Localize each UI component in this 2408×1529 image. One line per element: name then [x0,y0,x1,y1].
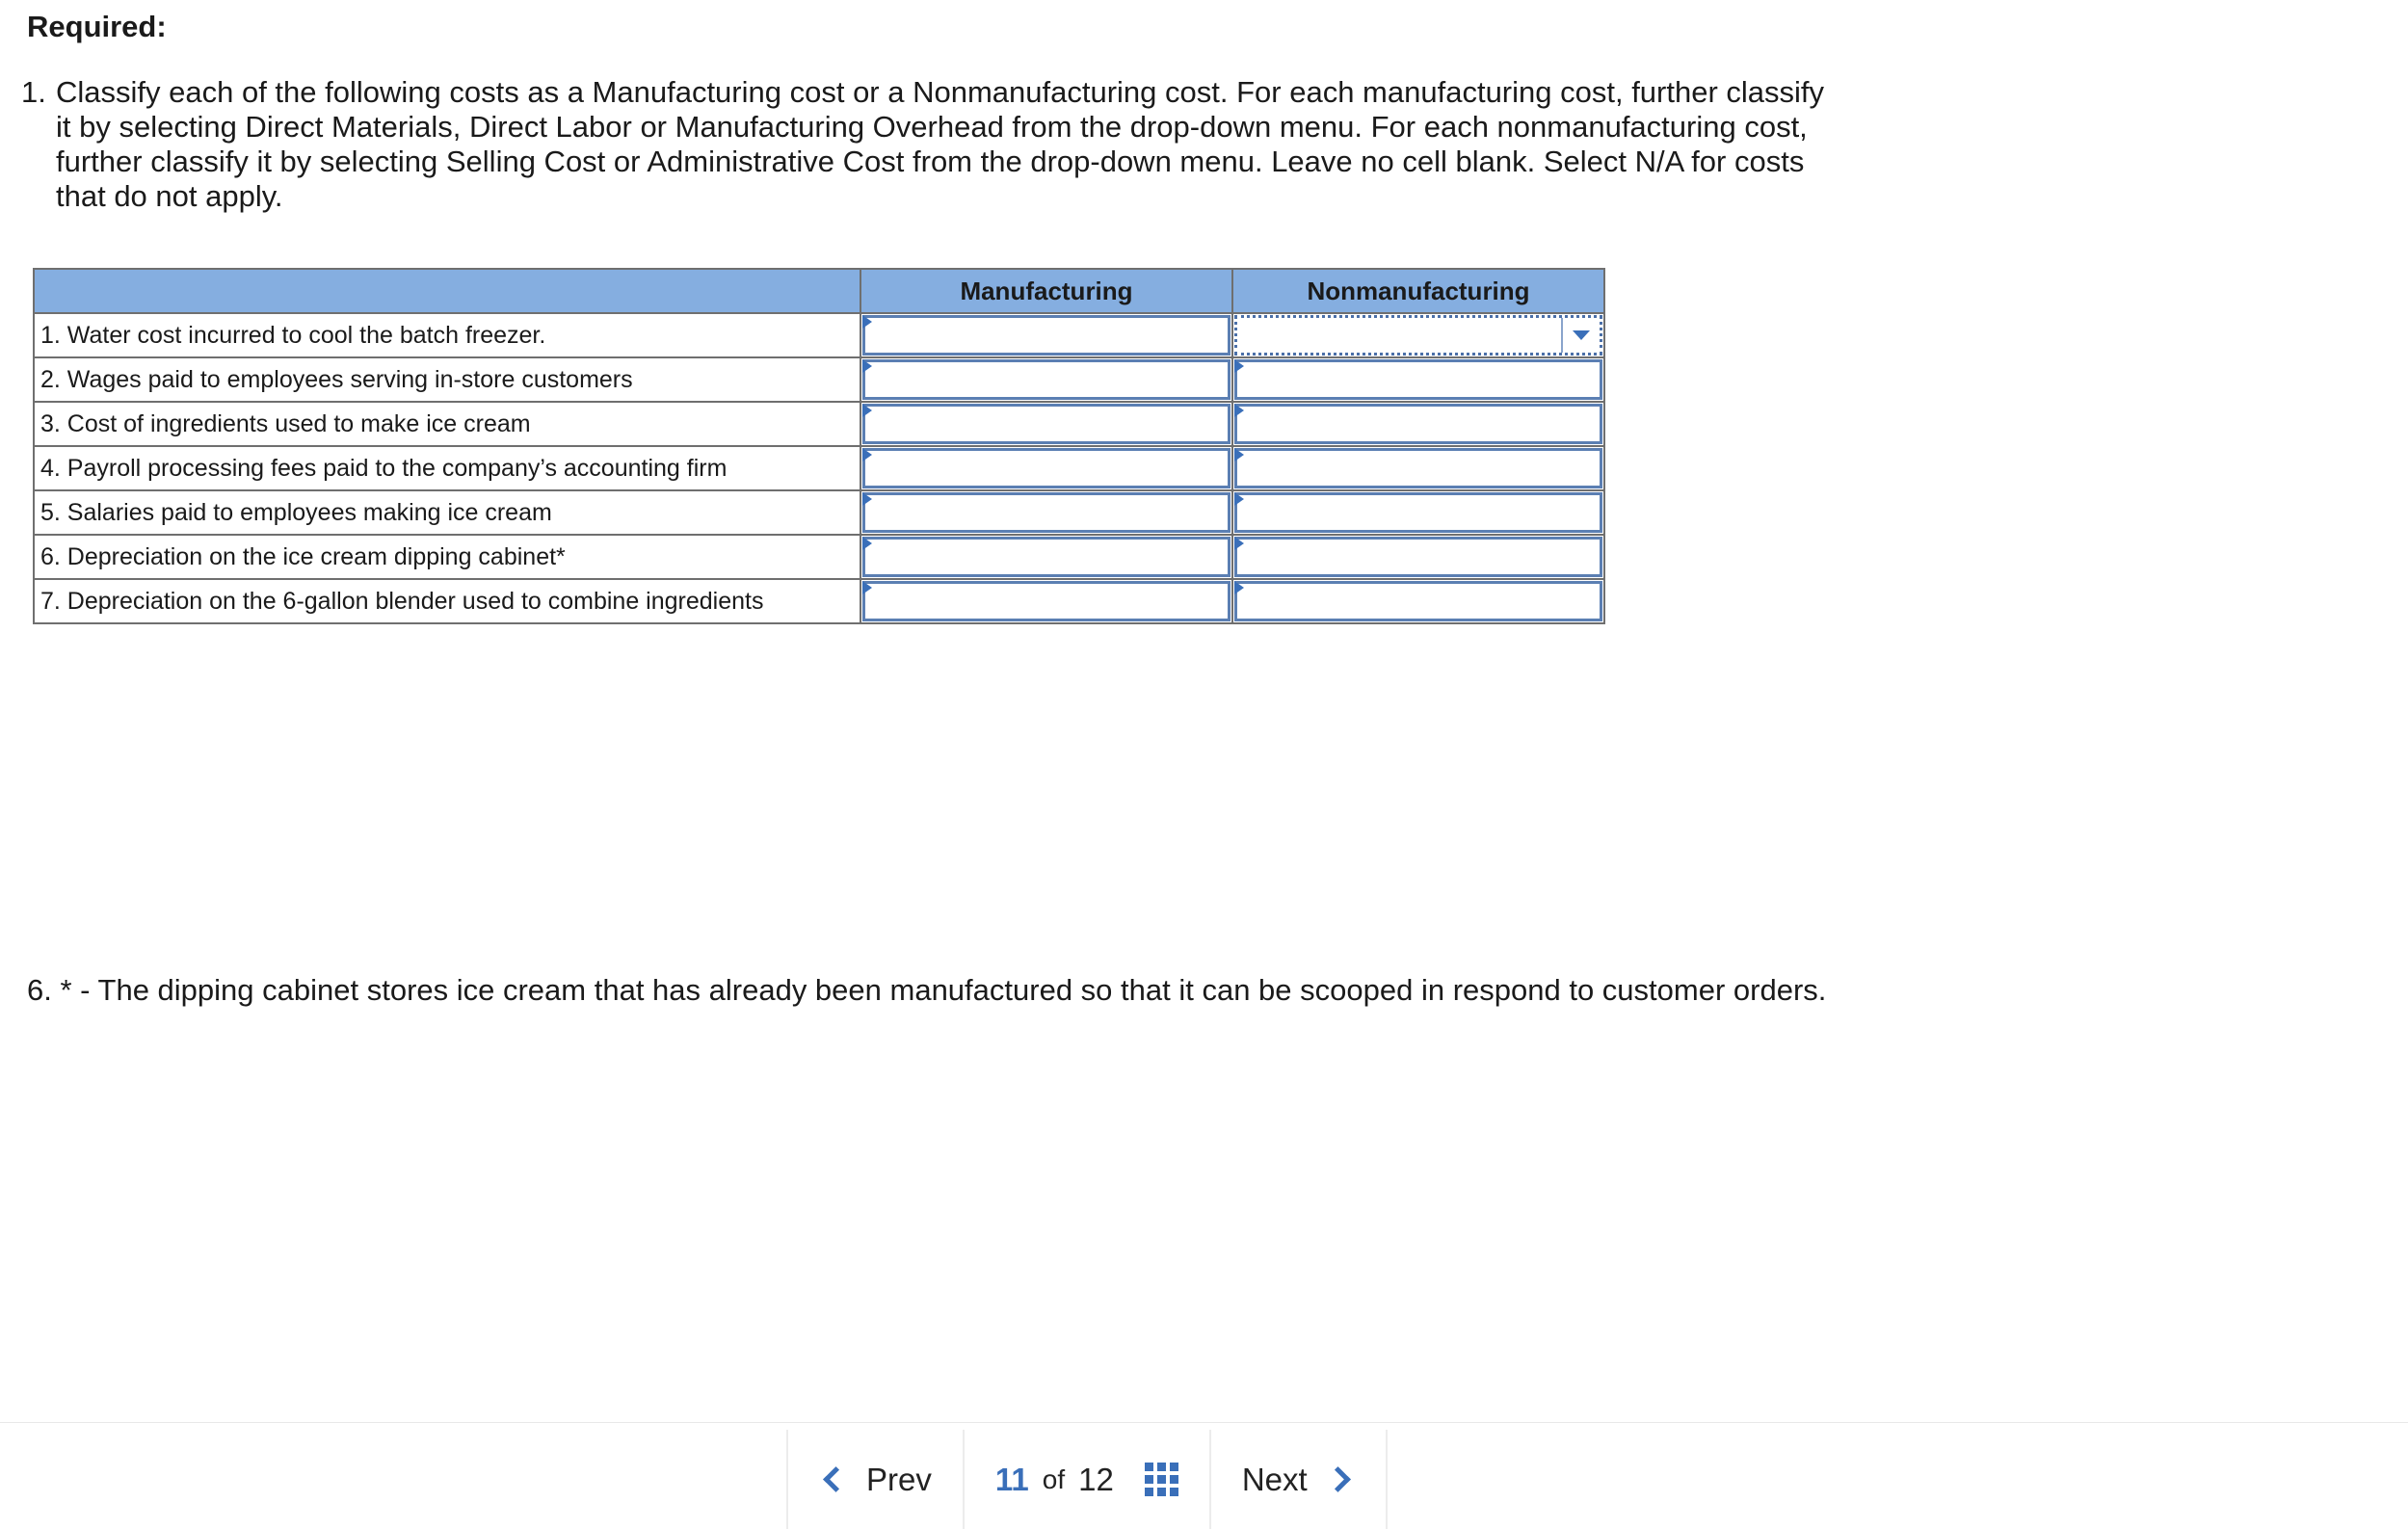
manufacturing-cell [860,357,1232,402]
cost-classification-table [33,268,1605,624]
manufacturing-select[interactable] [862,537,1230,577]
manufacturing-select[interactable] [862,581,1230,621]
row-label: 5. Salaries paid to employees making ice cream [34,490,860,535]
chevron-left-icon [823,1466,849,1492]
manufacturing-select[interactable] [862,448,1230,488]
instruction-text: Classify each of the following costs as a Manufacturing cost or a Nonmanufacturing cost. For each manufacturing cost, further classify it by selecting Direct Materials, Direct Labor or Manufacturing Overhead from the drop-down menu. For each nonmanufacturing cost, further classify it by selecting Selling Cost or Administrative Cost from the drop-down menu. Leave no cell blank. Select N/A for costs that do not apply. [56,75,1825,213]
flag-icon [862,315,872,329]
row-label: 3. Cost of ingredients used to make ice cream [34,402,860,446]
nonmanufacturing-cell [1232,535,1604,579]
manufacturing-select[interactable] [862,359,1230,400]
flag-icon [1234,448,1244,461]
nonmanufacturing-cell [1232,579,1604,623]
nonmanufacturing-select[interactable] [1234,581,1602,621]
table-header-row [34,269,1604,313]
next-label: Next [1241,1461,1308,1497]
header-nonmanufacturing: Nonmanufacturing [1232,269,1604,313]
row-label: 7. Depreciation on the 6-gallon blender used to combine ingredients [34,579,860,623]
flag-icon [862,359,872,373]
flag-icon [1234,492,1244,506]
flag-icon [1234,537,1244,550]
nonmanufacturing-select[interactable] [1234,404,1602,444]
flag-icon [862,448,872,461]
manufacturing-select[interactable] [862,404,1230,444]
instruction-number: 1. [21,75,46,109]
nonmanufacturing-cell [1232,490,1604,535]
dropdown-arrow-icon [1573,330,1590,340]
nonmanufacturing-cell [1232,446,1604,490]
row-label: 1. Water cost incurred to cool the batch freezer. [34,313,860,357]
flag-icon [1234,359,1244,373]
manufacturing-cell [860,446,1232,490]
grid-icon[interactable] [1145,1463,1178,1496]
footer-divider [0,1422,2408,1423]
flag-icon [862,404,872,417]
row-label: 2. Wages paid to employees serving in-store customers [34,357,860,402]
table-row [34,357,1604,402]
table-row [34,535,1604,579]
manufacturing-cell [860,579,1232,623]
nonmanufacturing-select[interactable] [1234,537,1602,577]
pagination [786,1430,1388,1529]
dropdown-button[interactable] [1561,318,1600,353]
table-row [34,446,1604,490]
prev-label: Prev [866,1461,932,1497]
manufacturing-cell [860,402,1232,446]
prev-button[interactable] [786,1430,963,1529]
page-of-label: of [1042,1463,1066,1494]
next-button[interactable] [1209,1430,1388,1529]
manufacturing-cell [860,535,1232,579]
nonmanufacturing-cell [1232,402,1604,446]
manufacturing-cell [860,313,1232,357]
flag-icon [862,492,872,506]
nonmanufacturing-select[interactable] [1234,448,1602,488]
required-heading: Required: [27,10,167,43]
header-manufacturing: Manufacturing [860,269,1232,313]
flag-icon [862,537,872,550]
current-page: 11 [994,1461,1029,1497]
chevron-right-icon [1325,1466,1351,1492]
nonmanufacturing-select[interactable] [1234,359,1602,400]
row-label: 4. Payroll processing fees paid to the company’s accounting firm [34,446,860,490]
nonmanufacturing-select[interactable] [1234,315,1602,356]
nonmanufacturing-cell [1232,357,1604,402]
header-blank [34,269,860,313]
total-pages: 12 [1078,1461,1114,1497]
nonmanufacturing-cell [1232,313,1604,357]
footnote: 6. * - The dipping cabinet stores ice cream that has already been manufactured so that it can be scooped in respond to customer orders. [27,973,1827,1007]
flag-icon [1234,581,1244,594]
flag-icon [1234,404,1244,417]
table-row [34,579,1604,623]
row-label: 6. Depreciation on the ice cream dipping cabinet* [34,535,860,579]
manufacturing-select[interactable] [862,315,1230,356]
table-row [34,313,1604,357]
manufacturing-select[interactable] [862,492,1230,533]
instruction-paragraph [21,75,1833,214]
table-row [34,402,1604,446]
page-indicator[interactable] [963,1430,1209,1529]
manufacturing-cell [860,490,1232,535]
table-row [34,490,1604,535]
flag-icon [862,581,872,594]
nonmanufacturing-select[interactable] [1234,492,1602,533]
